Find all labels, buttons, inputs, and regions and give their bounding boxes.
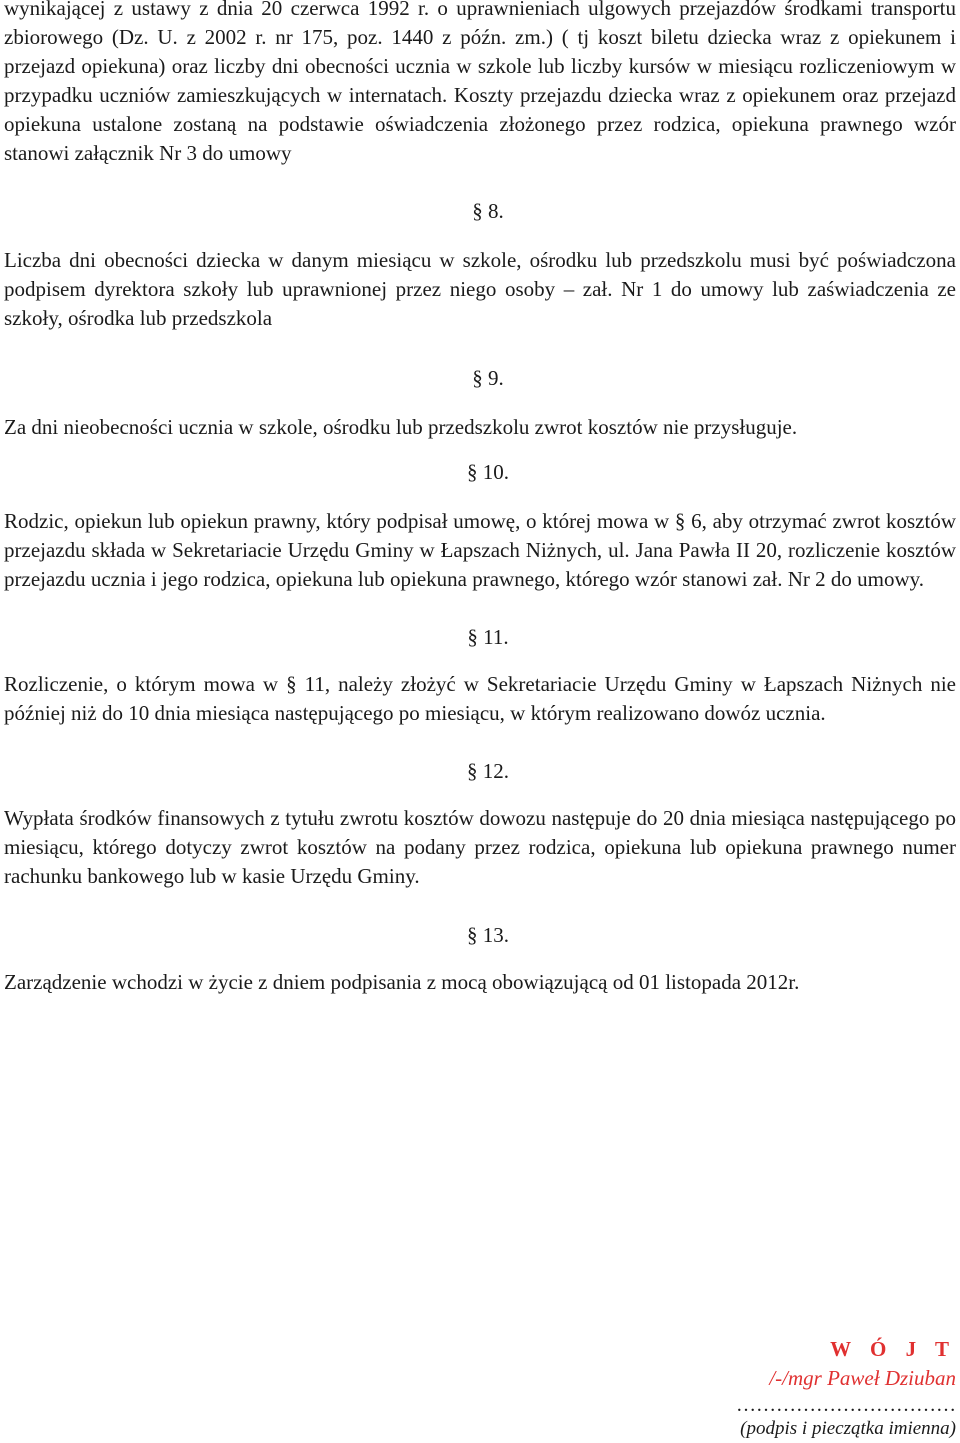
section-8-paragraph: Liczba dni obecności dziecka w danym miesiącu w szkole, ośrodku lub przedszkolu musi być poświadczona podpisem dyrektora szkoły lub uprawnionej przez niego osoby – zał. Nr 1 do umowy lub zaświadczenia ze szkoły, ośrodka lub przedszkola [4,248,956,330]
signature-caption: (podpis i pieczątka imienna) [740,1418,956,1439]
section-12-paragraph: Wypłata środków finansowych z tytułu zwrotu kosztów dowozu następuje do 20 dnia miesiąca następującego po miesiącu, którego dotyczy zwrot kosztów na podany przez rodzica, opiekuna lub opiekuna prawnego numer rachunku bankowego lub w kasie Urzędu Gminy. [4,806,956,888]
signature-block [656,1335,956,1441]
signature-line: …………………………… [736,1394,956,1416]
section-9-heading: § 9. [472,366,504,390]
section-13-heading: § 13. [467,923,509,947]
section-10-paragraph: Rodzic, opiekun lub opiekun prawny, który podpisał umowę, o której mowa w § 6, aby otrzymać zwrot kosztów przejazdu składa w Sekretariacie Urzędu Gminy w Łapszach Niżnych, ul. Jana Pawła II 20, rozliczenie kosztów przejazdu ucznia i jego rodzica, opiekuna lub opiekuna prawnego, którego wzór stanowi zał. Nr 2 do umowy. [4,509,956,591]
section-10-heading: § 10. [467,460,509,484]
signature-title: W Ó J T [830,1337,956,1361]
section-13-paragraph: Zarządzenie wchodzi w życie z dniem podpisania z mocą obowiązującą od 01 listopada 2012r. [4,970,800,994]
section-9-paragraph: Za dni nieobecności ucznia w szkole, ośrodku lub przedszkolu zwrot kosztów nie przysługuje. [4,415,798,439]
signature-name: /-/mgr Paweł Dziuban [769,1366,956,1390]
section-12-heading: § 12. [467,759,509,783]
intro-paragraph: wynikającej z ustawy z dnia 20 czerwca 1992 r. o uprawnieniach ulgowych przejazdów środkami transportu zbiorowego (Dz. U. z 2002 r. nr 175, poz. 1440 z późn. zm.) ( tj koszt biletu dziecka wraz z opiekunem i przejazd opiekuna) oraz liczby dni obecności ucznia w szkole lub liczby kursów w miesiącu rozliczeniowym w przypadku uczniów zamieszkujących w internatach. Koszty przejazdu dziecka wraz z opiekunem oraz przejazd opiekuna ustalone zostaną na podstawie oświadczenia złożonego przez rodzica, opiekuna prawnego wzór stanowi załącznik Nr 3 do umowy [4,0,956,165]
document-page [4,0,956,997]
section-11-heading: § 11. [467,625,509,649]
section-11-paragraph: Rozliczenie, o którym mowa w § 11, należy złożyć w Sekretariacie Urzędu Gminy w Łapszach Niżnych nie później niż do 10 dnia miesiąca następującego po miesiącu, w którym realizowano dowóz ucznia. [4,672,956,725]
section-8-heading: § 8. [472,199,504,223]
